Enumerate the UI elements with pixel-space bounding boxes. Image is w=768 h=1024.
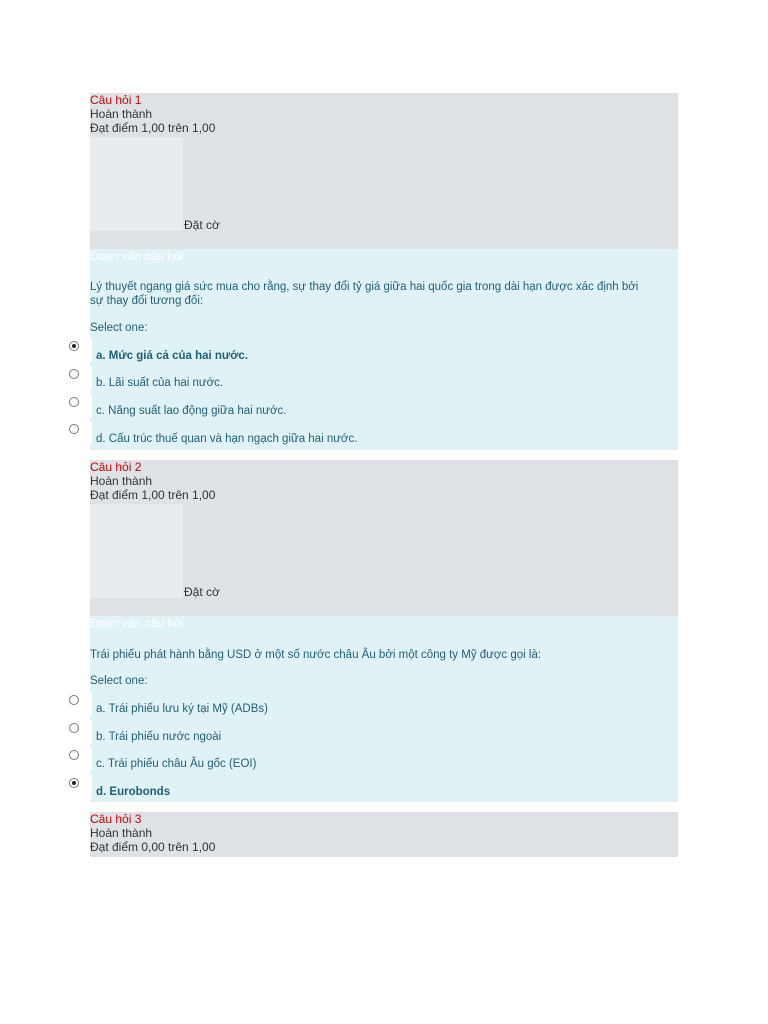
answer-d-label[interactable]: d. Eurobonds bbox=[96, 786, 171, 798]
question-text-heading: Đoạn văn câu hỏi bbox=[90, 249, 184, 263]
answer-a-label[interactable]: a. Mức giá cả của hai nước. bbox=[96, 350, 249, 362]
question-label: Câu hỏi bbox=[90, 460, 132, 474]
question-1-info bbox=[90, 93, 678, 249]
answer-c-radio[interactable] bbox=[66, 747, 92, 771]
question-text-line-1: Lý thuyết ngang giá sức mua cho rằng, sự thay đổi tỷ giá giữa hai quốc gia trong dài hạn được xác định bởi bbox=[90, 281, 639, 293]
select-one-prompt: Select one: bbox=[90, 322, 148, 334]
answer-a-radio[interactable] bbox=[66, 692, 92, 716]
question-number bbox=[90, 461, 141, 474]
answer-b-label[interactable]: b. Lãi suất của hai nước. bbox=[96, 377, 224, 389]
question-label: Câu hỏi bbox=[90, 812, 132, 826]
answer-c-label[interactable]: c. Trái phiếu châu Âu gốc (EOI) bbox=[96, 758, 257, 770]
question-text-line-2: sự thay đổi tương đối: bbox=[90, 295, 204, 307]
question-2-content bbox=[90, 616, 678, 802]
question-number-value: 1 bbox=[134, 93, 142, 107]
radio-checked-icon[interactable] bbox=[69, 341, 79, 351]
radio-unchecked-icon[interactable] bbox=[69, 723, 79, 733]
radio-unchecked-icon[interactable] bbox=[69, 397, 79, 407]
answer-d-radio[interactable] bbox=[66, 421, 92, 445]
radio-unchecked-icon[interactable] bbox=[69, 750, 79, 760]
question-1-content bbox=[90, 249, 678, 450]
answer-c-radio[interactable] bbox=[66, 394, 92, 418]
question-number-value: 2 bbox=[134, 460, 142, 474]
question-text-line-1: Trái phiếu phát hành bằng USD ở một số nước châu Âu bởi một công ty Mỹ được gọi là: bbox=[90, 649, 542, 661]
answer-b-radio[interactable] bbox=[66, 720, 92, 744]
flag-image[interactable] bbox=[90, 137, 183, 231]
answer-d-radio[interactable] bbox=[66, 775, 92, 799]
question-state: Hoàn thành bbox=[90, 474, 153, 488]
question-grade: Đạt điểm 1,00 trên 1,00 bbox=[90, 488, 216, 502]
answer-b-label[interactable]: b. Trái phiếu nước ngoài bbox=[96, 731, 222, 743]
question-label: Câu hỏi bbox=[90, 93, 132, 107]
question-number bbox=[90, 813, 141, 826]
flag-image[interactable] bbox=[90, 504, 183, 598]
question-3-info bbox=[90, 812, 678, 857]
answer-d-label[interactable]: d. Cấu trúc thuế quan và hạn ngạch giữa hai nước. bbox=[96, 433, 358, 445]
question-number bbox=[90, 94, 141, 107]
radio-unchecked-icon[interactable] bbox=[69, 695, 79, 705]
question-grade: Đạt điểm 1,00 trên 1,00 bbox=[90, 121, 216, 135]
question-2-info bbox=[90, 460, 678, 616]
select-one-prompt: Select one: bbox=[90, 675, 148, 687]
answer-a-label[interactable]: a. Trái phiếu lưu ký tại Mỹ (ADBs) bbox=[96, 703, 268, 715]
question-state: Hoàn thành bbox=[90, 107, 153, 121]
radio-unchecked-icon[interactable] bbox=[69, 424, 79, 434]
radio-unchecked-icon[interactable] bbox=[69, 369, 79, 379]
answer-c-label[interactable]: c. Năng suất lao động giữa hai nước. bbox=[96, 405, 287, 417]
question-grade: Đạt điểm 0,00 trên 1,00 bbox=[90, 840, 216, 854]
question-number-value: 3 bbox=[134, 812, 142, 826]
answer-b-radio[interactable] bbox=[66, 366, 92, 390]
radio-checked-icon[interactable] bbox=[69, 778, 79, 788]
flag-question-link[interactable]: Đặt cờ bbox=[184, 585, 220, 599]
flag-question-link[interactable]: Đặt cờ bbox=[184, 218, 220, 232]
answer-a-radio[interactable] bbox=[66, 338, 92, 362]
question-text-heading: Đoạn văn câu hỏi bbox=[90, 616, 184, 630]
question-state: Hoàn thành bbox=[90, 826, 153, 840]
